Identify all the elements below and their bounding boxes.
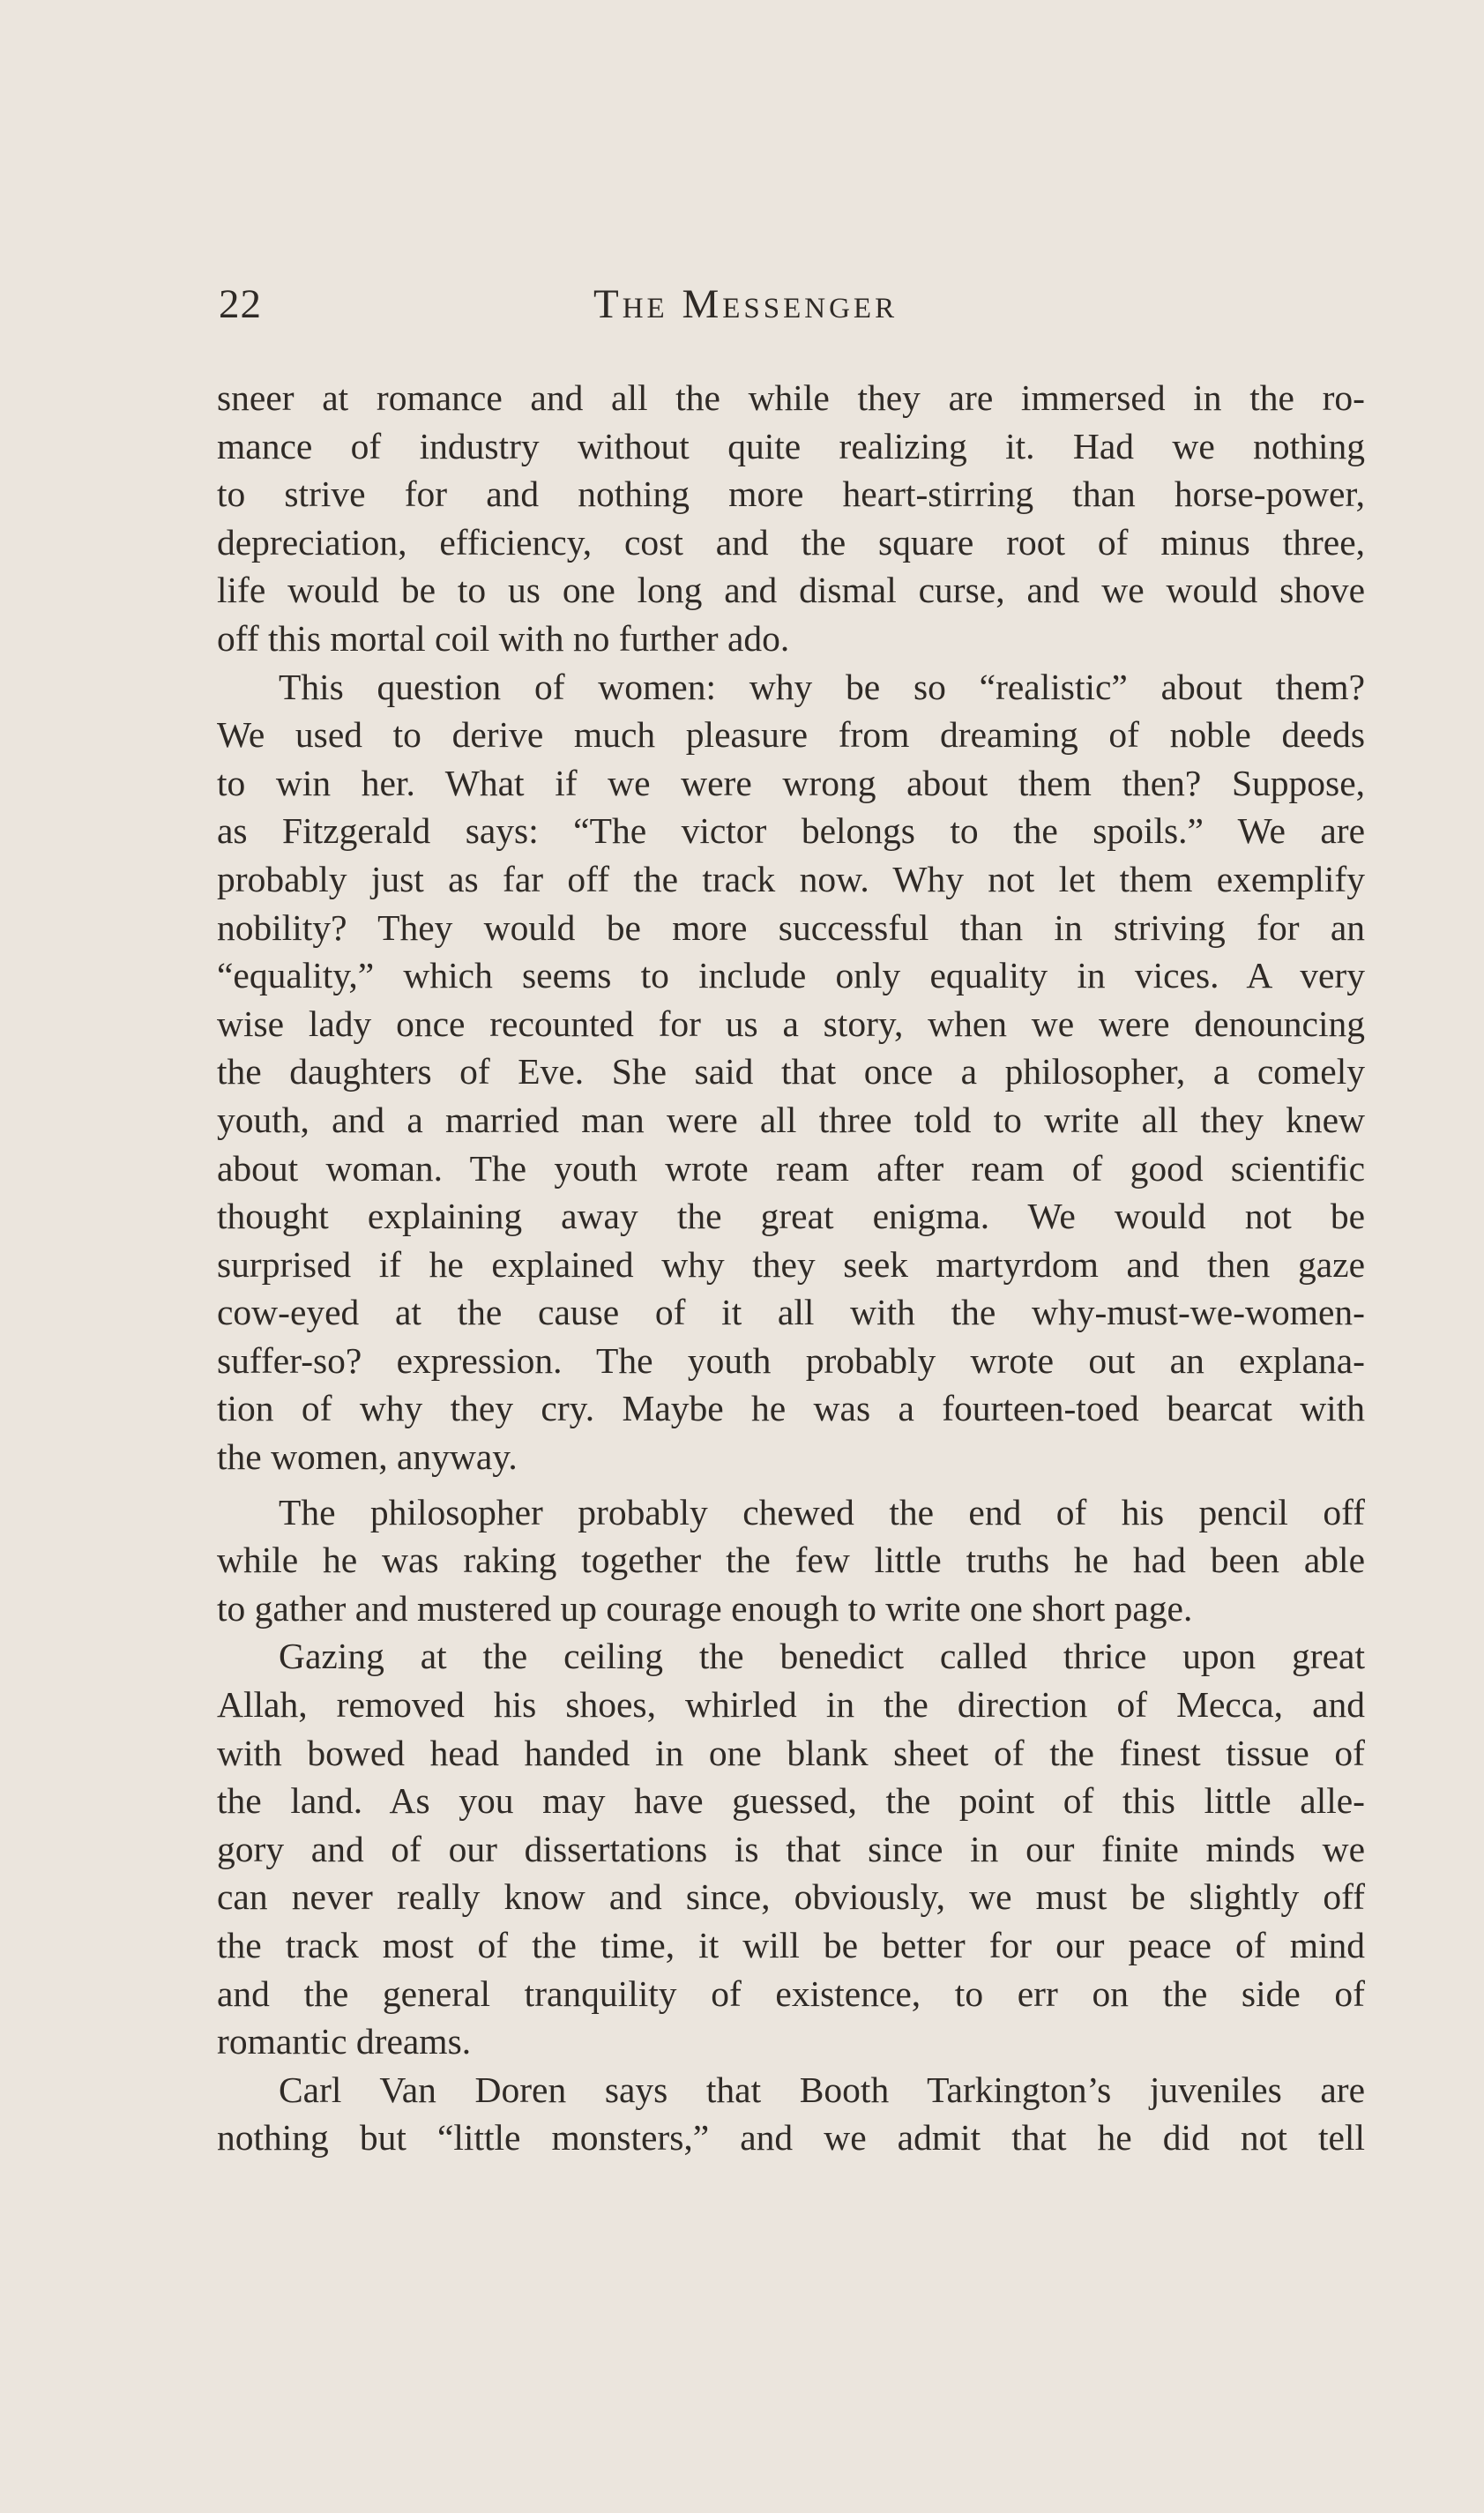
page-header — [219, 280, 1365, 342]
text-line: gory and of our dissertations is that since in our finite minds we — [217, 1828, 1365, 1869]
body-text — [217, 374, 1365, 2162]
text-line: the land. As you may have guessed, the point of this little alle- — [217, 1780, 1365, 1822]
text-line: probably just as far off the track now. Why not let them exemplify — [217, 858, 1365, 899]
text-line: to gather and mustered up courage enough to write one short page. — [217, 1587, 1193, 1629]
text-line: mance of industry without quite realizing it. Had we nothing — [217, 425, 1365, 466]
text-line: thought explaining away the great enigma. We would not be — [217, 1196, 1365, 1237]
text-line: sneer at romance and all the while they are immersed in the ro- — [217, 377, 1365, 418]
text-line: with bowed head handed in one blank sheet of the finest tissue of — [217, 1732, 1365, 1773]
text-line: to win her. What if we were wrong about them then? Suppose, — [217, 762, 1365, 803]
text-line: to strive for and nothing more heart-stirring than horse-power, — [217, 474, 1365, 515]
text-line: and the general tranquility of existence, to err on the side of — [217, 1972, 1365, 2014]
text-line: nothing but “little monsters,” and we admit that he did not tell — [217, 2117, 1365, 2159]
text-line: The philosopher probably chewed the end of his pencil off — [279, 1491, 1365, 1532]
text-line: the track most of the time, it will be better for our peace of mind — [217, 1925, 1365, 1965]
text-line: while he was raking together the few little truths he had been able — [217, 1540, 1365, 1581]
text-line: suffer-so? expression. The youth probably wrote out an explana- — [217, 1339, 1365, 1381]
text-line: the women, anyway. — [217, 1436, 518, 1478]
text-line: Gazing at the ceiling the benedict called thrice upon great — [279, 1636, 1365, 1677]
paragraph-gap — [217, 1481, 1365, 1488]
text-line: “equality,” which seems to include only equality in vices. A very — [217, 955, 1365, 996]
text-line: This question of women: why be so “realistic” about them? — [279, 666, 1365, 707]
text-line: depreciation, efficiency, cost and the square root of minus three, — [217, 521, 1365, 563]
running-title: The Messenger — [593, 281, 899, 327]
text-line: romantic dreams. — [217, 2021, 472, 2062]
text-line: nobility? They would be more successful than in striving for an — [217, 906, 1365, 948]
text-line: cow-eyed at the cause of it all with the why-must-we-women- — [217, 1292, 1365, 1333]
text-line: tion of why they cry. Maybe he was a fourteen-toed bearcat with — [217, 1388, 1365, 1429]
text-line: Carl Van Doren says that Booth Tarkington’s juveniles are — [279, 2069, 1365, 2110]
text-line: wise lady once recounted for us a story, when we were denouncing — [217, 1003, 1365, 1044]
text-line: surprised if he explained why they seek martyrdom and then gaze — [217, 1243, 1365, 1285]
text-line: off this mortal coil with no further ado. — [217, 617, 790, 659]
text-line: the daughters of Eve. She said that once a philosopher, a comely — [217, 1051, 1365, 1092]
text-line: about woman. The youth wrote ream after ream of good scientific — [217, 1147, 1365, 1189]
page-number: 22 — [219, 281, 262, 327]
text-line: We used to derive much pleasure from dreaming of noble deeds — [217, 714, 1365, 756]
text-line: life would be to us one long and dismal curse, and we would shove — [217, 570, 1365, 611]
text-line: Allah, removed his shoes, whirled in the direction of Mecca, and — [217, 1684, 1365, 1726]
text-line: can never really know and since, obviously, we must be slightly off — [217, 1876, 1365, 1918]
text-line: youth, and a married man were all three told to write all they knew — [217, 1099, 1365, 1140]
text-line: as Fitzgerald says: “The victor belongs to the spoils.” We are — [217, 810, 1365, 852]
